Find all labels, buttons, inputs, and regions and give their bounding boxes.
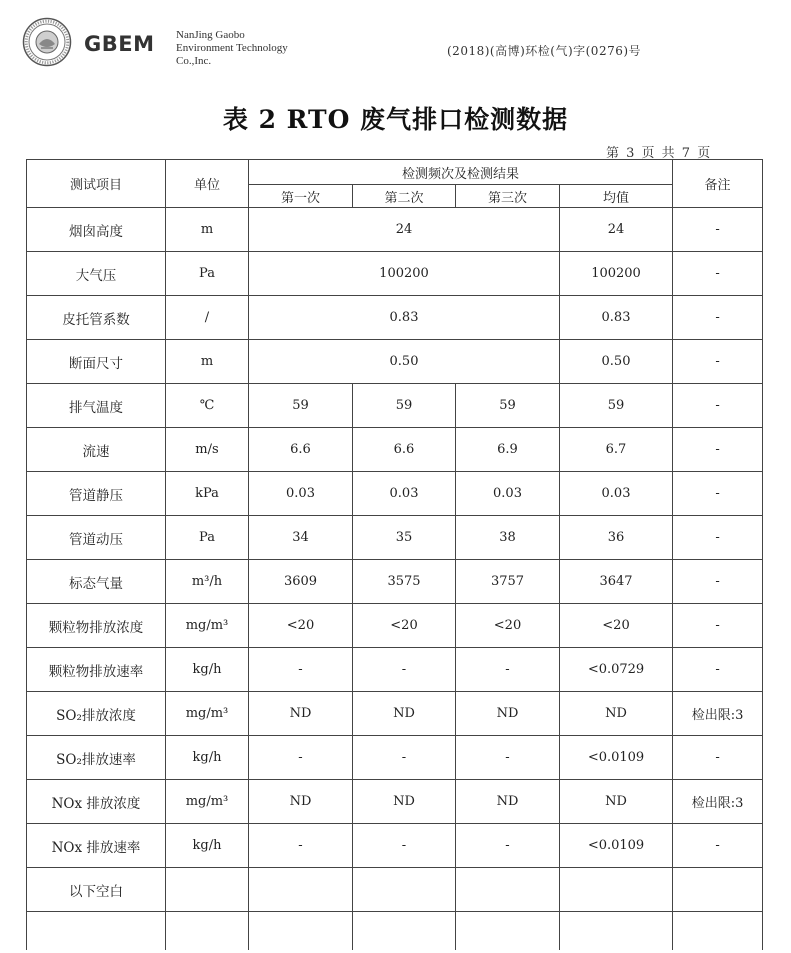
document-code: (2018)(高博)环检(气)字(0276)号 xyxy=(447,44,642,58)
empty-cell xyxy=(456,868,560,912)
run-2-value: ND xyxy=(353,692,456,736)
mean-value: 24 xyxy=(560,208,673,252)
company-line: NanJing Gaobo xyxy=(176,29,245,41)
parameter-name: 管道静压 xyxy=(27,472,166,516)
empty-cell xyxy=(166,868,249,912)
unit-cell: m/s xyxy=(166,428,249,472)
remark-cell: - xyxy=(673,516,763,560)
unit-cell: mg/m³ xyxy=(166,604,249,648)
run-1-value: 3609 xyxy=(249,560,353,604)
run-3-value: <20 xyxy=(456,604,560,648)
remark-cell: 检出限:3 xyxy=(673,780,763,824)
seal-logo-icon xyxy=(22,17,72,67)
table-row xyxy=(27,560,763,604)
parameter-name: 烟囱高度 xyxy=(27,208,166,252)
empty-cell xyxy=(673,912,763,951)
parameter-name: 管道动压 xyxy=(27,516,166,560)
merged-result-cell: 100200 xyxy=(249,252,560,296)
blank-note: 以下空白 xyxy=(27,868,166,912)
remark-cell: - xyxy=(673,252,763,296)
mean-value: 0.03 xyxy=(560,472,673,516)
parameter-name: 颗粒物排放速率 xyxy=(27,648,166,692)
run-3-value: ND xyxy=(456,780,560,824)
table-row xyxy=(27,428,763,472)
unit-cell: mg/m³ xyxy=(166,692,249,736)
mean-value: 36 xyxy=(560,516,673,560)
header-unit: 单位 xyxy=(166,160,249,208)
table-row xyxy=(27,472,763,516)
unit-cell: m³/h xyxy=(166,560,249,604)
table-row xyxy=(27,516,763,560)
parameter-name: 颗粒物排放浓度 xyxy=(27,604,166,648)
company-line: Co.,Inc. xyxy=(176,55,212,67)
parameter-name: 大气压 xyxy=(27,252,166,296)
remark-cell: - xyxy=(673,648,763,692)
mean-value: <0.0109 xyxy=(560,824,673,868)
run-1-value: - xyxy=(249,648,353,692)
mean-value: 100200 xyxy=(560,252,673,296)
remark-cell: - xyxy=(673,428,763,472)
run-3-value: 38 xyxy=(456,516,560,560)
table-title: 表 2 RTO 废气排口检测数据 xyxy=(222,105,569,134)
mean-value: 0.83 xyxy=(560,296,673,340)
run-1-value: - xyxy=(249,824,353,868)
table-row xyxy=(27,384,763,428)
remark-cell: - xyxy=(673,824,763,868)
parameter-name: 断面尺寸 xyxy=(27,340,166,384)
run-3-value: 6.9 xyxy=(456,428,560,472)
run-1-value: - xyxy=(249,736,353,780)
company-name xyxy=(176,29,288,68)
page-number: 第 3 页 共 7 页 xyxy=(606,146,711,161)
remark-cell: - xyxy=(673,560,763,604)
merged-result-cell: 0.83 xyxy=(249,296,560,340)
unit-cell: Pa xyxy=(166,252,249,296)
parameter-name: 流速 xyxy=(27,428,166,472)
remark-cell: - xyxy=(673,736,763,780)
empty-cell xyxy=(353,912,456,951)
run-2-value: ND xyxy=(353,780,456,824)
table-row xyxy=(27,296,763,340)
mean-value: ND xyxy=(560,692,673,736)
run-3-value: 59 xyxy=(456,384,560,428)
mean-value: 6.7 xyxy=(560,428,673,472)
run-1-value: 6.6 xyxy=(249,428,353,472)
run-1-value: <20 xyxy=(249,604,353,648)
remark-cell: - xyxy=(673,296,763,340)
parameter-name: 皮托管系数 xyxy=(27,296,166,340)
empty-cell xyxy=(27,912,166,951)
header-mean: 均值 xyxy=(560,185,673,208)
table-row xyxy=(27,780,763,824)
test-data-table xyxy=(26,159,763,950)
parameter-name: 排气温度 xyxy=(27,384,166,428)
run-1-value: 59 xyxy=(249,384,353,428)
empty-cell xyxy=(560,912,673,951)
unit-cell: kg/h xyxy=(166,736,249,780)
empty-cell xyxy=(249,912,353,951)
run-1-value: 34 xyxy=(249,516,353,560)
empty-cell xyxy=(353,868,456,912)
run-2-value: - xyxy=(353,648,456,692)
unit-cell: m xyxy=(166,340,249,384)
run-2-value: - xyxy=(353,736,456,780)
run-2-value: <20 xyxy=(353,604,456,648)
parameter-name: 标态气量 xyxy=(27,560,166,604)
page-header xyxy=(0,0,791,80)
table-row xyxy=(27,736,763,780)
remark-cell: - xyxy=(673,472,763,516)
mean-value: 3647 xyxy=(560,560,673,604)
run-2-value: - xyxy=(353,824,456,868)
run-2-value: 3575 xyxy=(353,560,456,604)
unit-cell: Pa xyxy=(166,516,249,560)
empty-cell xyxy=(560,868,673,912)
table-row xyxy=(27,252,763,296)
table-row xyxy=(27,912,763,951)
run-1-value: ND xyxy=(249,780,353,824)
brand-name: GBEM xyxy=(84,32,155,56)
header-results-group: 检测频次及检测结果 xyxy=(249,160,673,185)
parameter-name: NOx 排放浓度 xyxy=(27,780,166,824)
mean-value: 59 xyxy=(560,384,673,428)
remark-cell: - xyxy=(673,384,763,428)
unit-cell: kg/h xyxy=(166,648,249,692)
run-3-value: 3757 xyxy=(456,560,560,604)
unit-cell: / xyxy=(166,296,249,340)
run-1-value: ND xyxy=(249,692,353,736)
parameter-name: NOx 排放速率 xyxy=(27,824,166,868)
table-row xyxy=(27,692,763,736)
header-run-3: 第三次 xyxy=(456,185,560,208)
run-1-value: 0.03 xyxy=(249,472,353,516)
remark-cell: 检出限:3 xyxy=(673,692,763,736)
table-row xyxy=(27,208,763,252)
remark-cell: - xyxy=(673,208,763,252)
mean-value: 0.50 xyxy=(560,340,673,384)
run-3-value: - xyxy=(456,824,560,868)
remark-cell: - xyxy=(673,340,763,384)
table-row xyxy=(27,868,763,912)
run-2-value: 35 xyxy=(353,516,456,560)
mean-value: <20 xyxy=(560,604,673,648)
run-3-value: - xyxy=(456,736,560,780)
header-item: 测试项目 xyxy=(27,160,166,208)
empty-cell xyxy=(673,868,763,912)
remark-cell: - xyxy=(673,604,763,648)
empty-cell xyxy=(166,912,249,951)
run-2-value: 0.03 xyxy=(353,472,456,516)
unit-cell: m xyxy=(166,208,249,252)
table-row xyxy=(27,824,763,868)
empty-cell xyxy=(456,912,560,951)
merged-result-cell: 24 xyxy=(249,208,560,252)
unit-cell: ℃ xyxy=(166,384,249,428)
header-run-1: 第一次 xyxy=(249,185,353,208)
mean-value: <0.0109 xyxy=(560,736,673,780)
run-3-value: ND xyxy=(456,692,560,736)
run-3-value: 0.03 xyxy=(456,472,560,516)
run-2-value: 6.6 xyxy=(353,428,456,472)
merged-result-cell: 0.50 xyxy=(249,340,560,384)
run-3-value: - xyxy=(456,648,560,692)
mean-value: ND xyxy=(560,780,673,824)
header-run-2: 第二次 xyxy=(353,185,456,208)
header-remark: 备注 xyxy=(673,160,763,208)
mean-value: <0.0729 xyxy=(560,648,673,692)
empty-cell xyxy=(249,868,353,912)
parameter-name: SO₂排放浓度 xyxy=(27,692,166,736)
parameter-name: SO₂排放速率 xyxy=(27,736,166,780)
run-2-value: 59 xyxy=(353,384,456,428)
table-row xyxy=(27,648,763,692)
table-row xyxy=(27,340,763,384)
company-line: Environment Technology xyxy=(176,42,288,54)
unit-cell: kg/h xyxy=(166,824,249,868)
unit-cell: kPa xyxy=(166,472,249,516)
table-row xyxy=(27,604,763,648)
unit-cell: mg/m³ xyxy=(166,780,249,824)
